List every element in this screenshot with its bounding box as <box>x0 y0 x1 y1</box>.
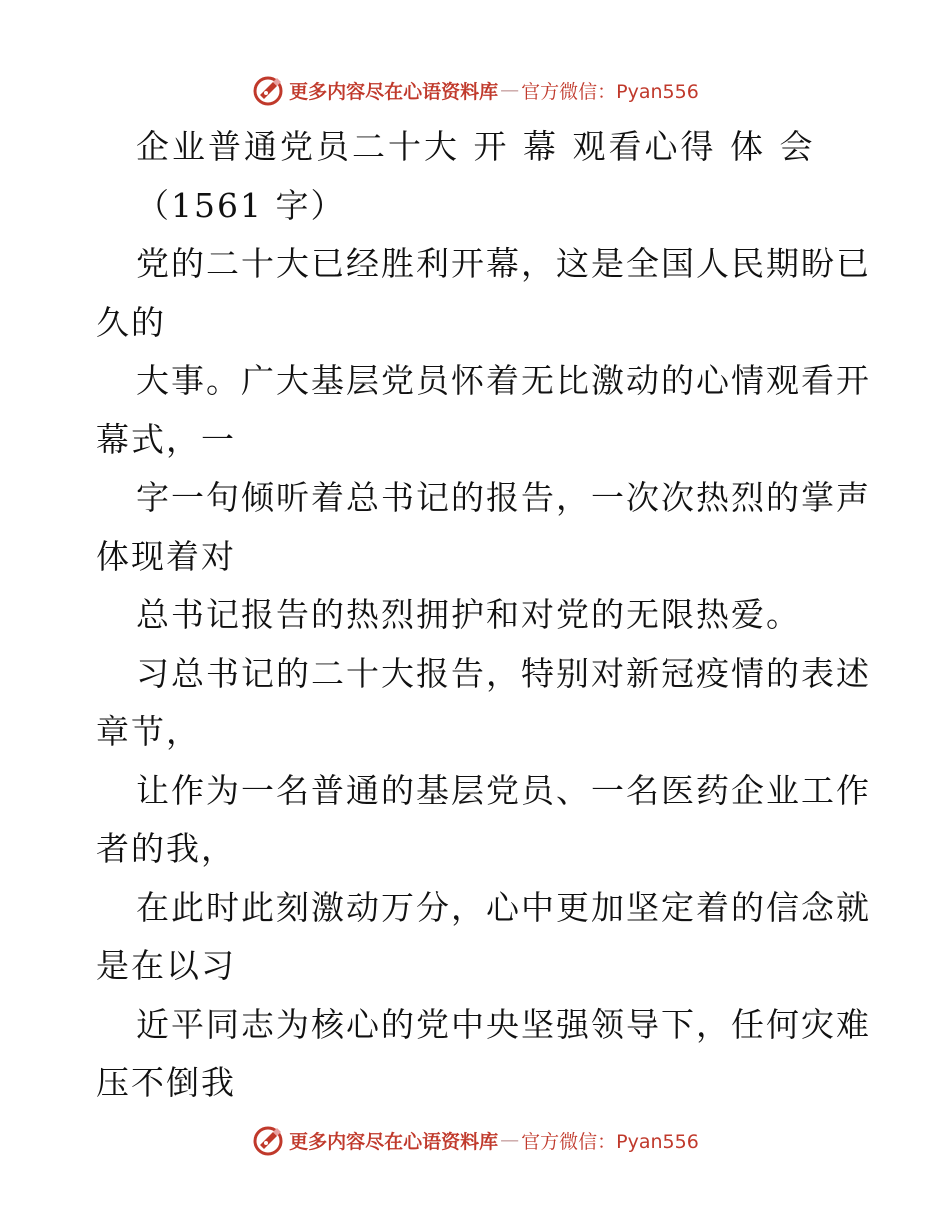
banner-brand: 更多内容尽在心语资料库 <box>289 80 499 103</box>
pen-nib-seal-icon <box>251 1123 285 1157</box>
paragraph-line: 是在以习 <box>96 946 236 985</box>
pen-nib-seal-icon <box>251 73 285 107</box>
paragraph-line: 久的 <box>96 302 166 342</box>
document-word-count: （1561 字） <box>136 185 346 225</box>
banner-contact: 官方微信：Pyan556 <box>521 1130 699 1153</box>
document-body <box>96 118 871 1113</box>
banner-separator: — <box>500 79 520 101</box>
paragraph-line: 压不倒我 <box>96 1063 236 1102</box>
paragraph-line: 党的二十大已经胜利开幕，这是全国人民期盼已 <box>136 244 871 283</box>
footer-banner <box>0 1120 950 1160</box>
header-banner <box>0 70 950 110</box>
paragraph-line: 章节， <box>96 712 201 751</box>
paragraph-line: 近平同志为核心的党中央坚强领导下，任何灾难 <box>136 1004 871 1044</box>
paragraph-line: 总书记报告的热烈拥护和对党的无限热爱。 <box>136 595 801 634</box>
paragraph-line: 让作为一名普通的基层党员、一名医药企业工作 <box>136 770 871 810</box>
paragraph-line: 大事。广大基层党员怀着无比激动的心情观看开 <box>136 361 871 400</box>
banner-brand: 更多内容尽在心语资料库 <box>289 1130 499 1153</box>
paragraph-line: 体现着对 <box>96 536 236 576</box>
banner-separator: — <box>500 1129 520 1151</box>
paragraph-line: 字一句倾听着总书记的报告，一次次热烈的掌声 <box>136 478 871 517</box>
paragraph-line: 习总书记的二十大报告，特别对新冠疫情的表述 <box>136 653 871 693</box>
paragraph-line: 在此时此刻激动万分，心中更加坚定着的信念就 <box>136 887 871 927</box>
paragraph-line: 者的我， <box>96 829 236 868</box>
document-title: 企业普通党员二十大 开 幕 观看心得 体 会 <box>136 127 816 166</box>
paragraph-line: 幕式，一 <box>96 419 236 459</box>
banner-contact: 官方微信：Pyan556 <box>521 80 699 103</box>
